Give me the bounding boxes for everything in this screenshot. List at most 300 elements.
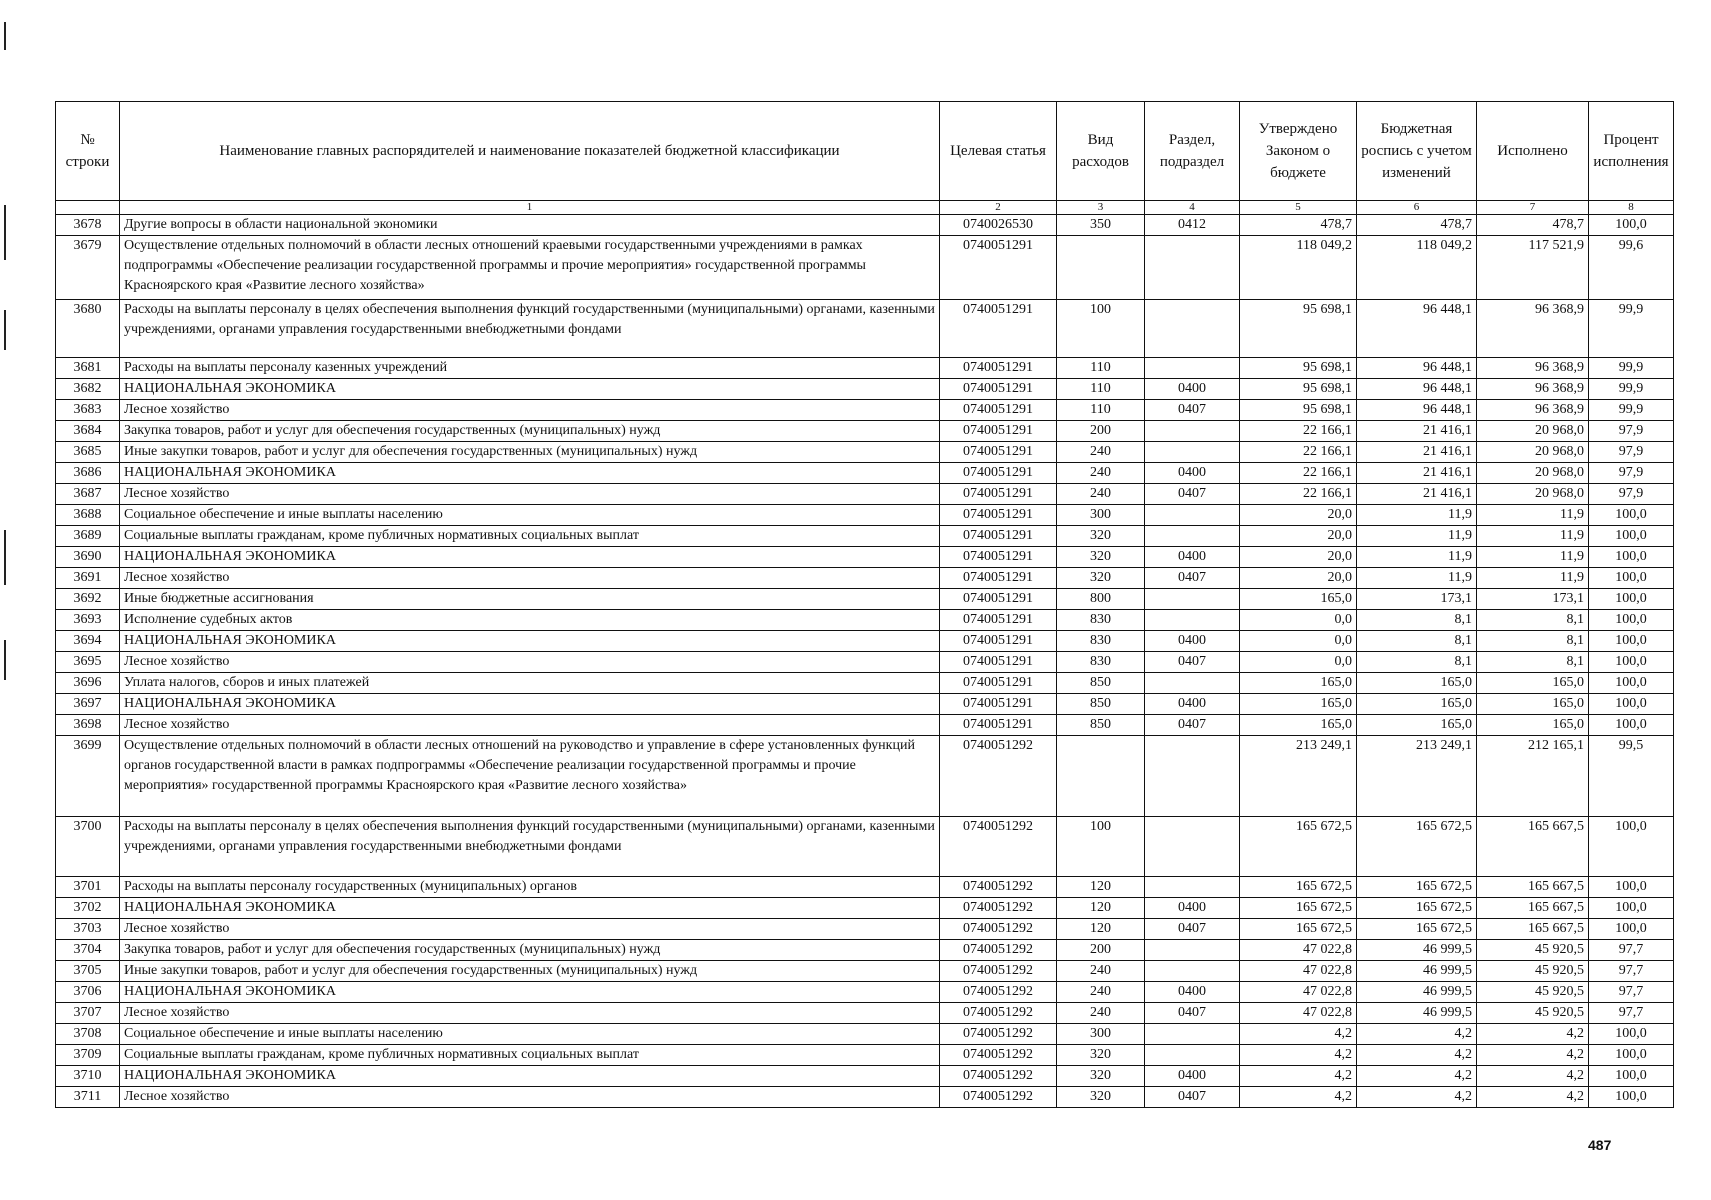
row-expense-type: 100	[1057, 817, 1145, 877]
row-budget-list: 96 448,1	[1357, 379, 1477, 400]
row-executed: 11,9	[1477, 526, 1589, 547]
row-section	[1145, 877, 1240, 898]
row-target-article: 0740051291	[940, 694, 1057, 715]
row-expense-type: 320	[1057, 526, 1145, 547]
row-target-article: 0740051291	[940, 484, 1057, 505]
row-budget-list: 165 672,5	[1357, 817, 1477, 877]
table-row	[56, 463, 1674, 484]
row-approved: 165,0	[1240, 673, 1357, 694]
row-section: 0407	[1145, 400, 1240, 421]
row-section	[1145, 817, 1240, 877]
row-target-article: 0740051291	[940, 673, 1057, 694]
row-expense-type: 120	[1057, 898, 1145, 919]
row-executed: 11,9	[1477, 568, 1589, 589]
row-section: 0407	[1145, 1003, 1240, 1024]
row-executed: 96 368,9	[1477, 358, 1589, 379]
table-row	[56, 484, 1674, 505]
table-row	[56, 505, 1674, 526]
row-section: 0400	[1145, 379, 1240, 400]
row-executed: 8,1	[1477, 652, 1589, 673]
table-row	[56, 236, 1674, 300]
row-expense-type: 320	[1057, 1066, 1145, 1087]
row-section	[1145, 961, 1240, 982]
row-number: 3688	[56, 505, 120, 526]
row-section	[1145, 940, 1240, 961]
row-executed: 45 920,5	[1477, 1003, 1589, 1024]
row-expense-type: 320	[1057, 1045, 1145, 1066]
row-section: 0400	[1145, 463, 1240, 484]
scan-edge-mark	[4, 530, 6, 585]
row-executed: 165 667,5	[1477, 817, 1589, 877]
row-approved: 118 049,2	[1240, 236, 1357, 300]
row-number: 3706	[56, 982, 120, 1003]
table-row	[56, 982, 1674, 1003]
header-approved: Утверждено Законом о бюджете	[1240, 102, 1357, 201]
row-budget-list: 46 999,5	[1357, 1003, 1477, 1024]
row-section: 0412	[1145, 215, 1240, 236]
row-name: Закупка товаров, работ и услуг для обеспечения государственных (муниципальных) нужд	[120, 940, 940, 961]
row-section: 0400	[1145, 631, 1240, 652]
row-section: 0400	[1145, 1066, 1240, 1087]
row-expense-type: 300	[1057, 1024, 1145, 1045]
table-header-row	[56, 102, 1674, 201]
row-executed: 96 368,9	[1477, 300, 1589, 358]
row-section	[1145, 1024, 1240, 1045]
table-row	[56, 589, 1674, 610]
header-executed: Исполнено	[1477, 102, 1589, 201]
row-budget-list: 11,9	[1357, 526, 1477, 547]
row-name: Осуществление отдельных полномочий в области лесных отношений на руководство и управление в сфере установленных функций органов государственной власти в рамках подпрограммы «Обеспечение реализации государственной программы и прочие мероприятия» государственной программы Красноярского края «Развитие лесного хозяйства»	[120, 736, 940, 817]
table-row	[56, 358, 1674, 379]
row-number: 3696	[56, 673, 120, 694]
row-target-article: 0740051291	[940, 463, 1057, 484]
col-number: 7	[1477, 201, 1589, 215]
header-target: Целевая статья	[940, 102, 1057, 201]
row-expense-type: 240	[1057, 484, 1145, 505]
table-row	[56, 379, 1674, 400]
row-section: 0407	[1145, 1087, 1240, 1108]
row-approved: 47 022,8	[1240, 982, 1357, 1003]
row-executed: 165,0	[1477, 715, 1589, 736]
col-number: 6	[1357, 201, 1477, 215]
row-name: Лесное хозяйство	[120, 400, 940, 421]
row-name: Расходы на выплаты персоналу государственных (муниципальных) органов	[120, 877, 940, 898]
row-budget-list: 46 999,5	[1357, 961, 1477, 982]
row-executed: 20 968,0	[1477, 421, 1589, 442]
header-percent: Процент исполнения	[1589, 102, 1674, 201]
row-target-article: 0740051292	[940, 817, 1057, 877]
row-name: Иные бюджетные ассигнования	[120, 589, 940, 610]
row-approved: 0,0	[1240, 631, 1357, 652]
table-row	[56, 817, 1674, 877]
row-percent: 97,7	[1589, 940, 1674, 961]
row-percent: 97,7	[1589, 961, 1674, 982]
row-target-article: 0740051292	[940, 736, 1057, 817]
row-target-article: 0740051292	[940, 1003, 1057, 1024]
header-name: Наименование главных распорядителей и наименование показателей бюджетной классификации	[120, 102, 940, 201]
row-target-article: 0740051292	[940, 898, 1057, 919]
row-budget-list: 96 448,1	[1357, 300, 1477, 358]
col-number: 4	[1145, 201, 1240, 215]
table-row	[56, 1045, 1674, 1066]
col-number: 8	[1589, 201, 1674, 215]
row-percent: 100,0	[1589, 589, 1674, 610]
row-name: Иные закупки товаров, работ и услуг для обеспечения государственных (муниципальных) нужд	[120, 961, 940, 982]
row-percent: 100,0	[1589, 568, 1674, 589]
row-name: Лесное хозяйство	[120, 1087, 940, 1108]
row-executed: 212 165,1	[1477, 736, 1589, 817]
row-approved: 4,2	[1240, 1045, 1357, 1066]
row-section	[1145, 610, 1240, 631]
row-number: 3682	[56, 379, 120, 400]
row-executed: 4,2	[1477, 1087, 1589, 1108]
row-approved: 165 672,5	[1240, 817, 1357, 877]
row-approved: 478,7	[1240, 215, 1357, 236]
row-approved: 20,0	[1240, 547, 1357, 568]
row-executed: 20 968,0	[1477, 484, 1589, 505]
row-expense-type: 200	[1057, 940, 1145, 961]
row-percent: 100,0	[1589, 919, 1674, 940]
row-name: Расходы на выплаты персоналу в целях обеспечения выполнения функций государственными (муниципальными) органами, казенными учреждениями, органами управления государственными внебюджетными фондами	[120, 817, 940, 877]
row-percent: 97,9	[1589, 463, 1674, 484]
row-number: 3687	[56, 484, 120, 505]
row-executed: 165 667,5	[1477, 877, 1589, 898]
table-row	[56, 568, 1674, 589]
row-expense-type: 830	[1057, 652, 1145, 673]
row-name: Лесное хозяйство	[120, 568, 940, 589]
row-percent: 100,0	[1589, 505, 1674, 526]
row-name: Иные закупки товаров, работ и услуг для обеспечения государственных (муниципальных) нужд	[120, 442, 940, 463]
table-row	[56, 421, 1674, 442]
table-row	[56, 877, 1674, 898]
row-target-article: 0740051291	[940, 547, 1057, 568]
row-approved: 22 166,1	[1240, 463, 1357, 484]
row-budget-list: 96 448,1	[1357, 400, 1477, 421]
row-number: 3685	[56, 442, 120, 463]
row-target-article: 0740051291	[940, 505, 1057, 526]
table-row	[56, 610, 1674, 631]
row-target-article: 0740051291	[940, 300, 1057, 358]
row-name: НАЦИОНАЛЬНАЯ ЭКОНОМИКА	[120, 1066, 940, 1087]
table-row	[56, 526, 1674, 547]
row-expense-type: 200	[1057, 421, 1145, 442]
row-section	[1145, 505, 1240, 526]
row-number: 3700	[56, 817, 120, 877]
row-section	[1145, 589, 1240, 610]
row-executed: 165 667,5	[1477, 898, 1589, 919]
budget-table	[55, 101, 1674, 1108]
table-row	[56, 215, 1674, 236]
table-row	[56, 736, 1674, 817]
row-number: 3692	[56, 589, 120, 610]
row-budget-list: 11,9	[1357, 547, 1477, 568]
row-name: НАЦИОНАЛЬНАЯ ЭКОНОМИКА	[120, 547, 940, 568]
scan-edge-mark	[4, 205, 6, 260]
row-target-article: 0740051291	[940, 631, 1057, 652]
row-number: 3710	[56, 1066, 120, 1087]
row-expense-type: 120	[1057, 919, 1145, 940]
row-budget-list: 96 448,1	[1357, 358, 1477, 379]
row-target-article: 0740051292	[940, 1066, 1057, 1087]
row-percent: 100,0	[1589, 526, 1674, 547]
row-number: 3698	[56, 715, 120, 736]
row-approved: 165,0	[1240, 694, 1357, 715]
row-approved: 22 166,1	[1240, 484, 1357, 505]
row-target-article: 0740051292	[940, 877, 1057, 898]
row-executed: 45 920,5	[1477, 982, 1589, 1003]
row-percent: 99,9	[1589, 358, 1674, 379]
row-budget-list: 118 049,2	[1357, 236, 1477, 300]
row-section	[1145, 442, 1240, 463]
row-number: 3690	[56, 547, 120, 568]
row-expense-type: 850	[1057, 673, 1145, 694]
row-section: 0407	[1145, 484, 1240, 505]
row-approved: 4,2	[1240, 1066, 1357, 1087]
table-body	[56, 215, 1674, 1108]
row-percent: 100,0	[1589, 547, 1674, 568]
row-number: 3691	[56, 568, 120, 589]
row-target-article: 0740051291	[940, 715, 1057, 736]
row-number: 3701	[56, 877, 120, 898]
page-number: 487	[1588, 1137, 1612, 1153]
row-expense-type: 240	[1057, 982, 1145, 1003]
table-row	[56, 547, 1674, 568]
table-row	[56, 1003, 1674, 1024]
row-executed: 165,0	[1477, 673, 1589, 694]
row-name: Лесное хозяйство	[120, 1003, 940, 1024]
row-percent: 100,0	[1589, 631, 1674, 652]
row-executed: 117 521,9	[1477, 236, 1589, 300]
row-percent: 97,9	[1589, 484, 1674, 505]
row-number: 3709	[56, 1045, 120, 1066]
table-row	[56, 898, 1674, 919]
row-number: 3705	[56, 961, 120, 982]
table-row	[56, 652, 1674, 673]
row-approved: 47 022,8	[1240, 961, 1357, 982]
col-number	[56, 201, 120, 215]
col-number: 5	[1240, 201, 1357, 215]
row-budget-list: 173,1	[1357, 589, 1477, 610]
row-executed: 478,7	[1477, 215, 1589, 236]
row-target-article: 0740051292	[940, 1087, 1057, 1108]
row-approved: 47 022,8	[1240, 1003, 1357, 1024]
row-percent: 100,0	[1589, 673, 1674, 694]
table-row	[56, 631, 1674, 652]
row-executed: 11,9	[1477, 547, 1589, 568]
row-executed: 8,1	[1477, 610, 1589, 631]
row-percent: 100,0	[1589, 694, 1674, 715]
row-name: НАЦИОНАЛЬНАЯ ЭКОНОМИКА	[120, 694, 940, 715]
row-expense-type: 110	[1057, 379, 1145, 400]
col-number: 3	[1057, 201, 1145, 215]
row-approved: 165 672,5	[1240, 877, 1357, 898]
row-name: НАЦИОНАЛЬНАЯ ЭКОНОМИКА	[120, 898, 940, 919]
table-row	[56, 673, 1674, 694]
row-budget-list: 213 249,1	[1357, 736, 1477, 817]
row-name: Закупка товаров, работ и услуг для обеспечения государственных (муниципальных) нужд	[120, 421, 940, 442]
table-row	[56, 1024, 1674, 1045]
row-approved: 95 698,1	[1240, 379, 1357, 400]
row-budget-list: 8,1	[1357, 652, 1477, 673]
row-budget-list: 165,0	[1357, 673, 1477, 694]
row-budget-list: 46 999,5	[1357, 982, 1477, 1003]
row-target-article: 0740051291	[940, 526, 1057, 547]
row-section: 0407	[1145, 715, 1240, 736]
row-approved: 22 166,1	[1240, 421, 1357, 442]
row-approved: 4,2	[1240, 1024, 1357, 1045]
row-target-article: 0740051291	[940, 589, 1057, 610]
row-section: 0407	[1145, 652, 1240, 673]
row-budget-list: 8,1	[1357, 631, 1477, 652]
row-executed: 4,2	[1477, 1045, 1589, 1066]
column-number-row	[56, 201, 1674, 215]
row-name: НАЦИОНАЛЬНАЯ ЭКОНОМИКА	[120, 982, 940, 1003]
row-section: 0400	[1145, 547, 1240, 568]
row-number: 3704	[56, 940, 120, 961]
row-expense-type: 830	[1057, 631, 1145, 652]
row-number: 3683	[56, 400, 120, 421]
row-number: 3680	[56, 300, 120, 358]
header-budget-list: Бюджетная роспись с учетом изменений	[1357, 102, 1477, 201]
row-name: Социальное обеспечение и иные выплаты населению	[120, 1024, 940, 1045]
row-expense-type: 850	[1057, 694, 1145, 715]
row-budget-list: 11,9	[1357, 568, 1477, 589]
row-expense-type: 830	[1057, 610, 1145, 631]
row-section	[1145, 421, 1240, 442]
row-target-article: 0740051291	[940, 379, 1057, 400]
row-percent: 97,7	[1589, 982, 1674, 1003]
row-executed: 173,1	[1477, 589, 1589, 610]
row-expense-type: 800	[1057, 589, 1145, 610]
row-name: НАЦИОНАЛЬНАЯ ЭКОНОМИКА	[120, 379, 940, 400]
row-number: 3702	[56, 898, 120, 919]
table-row	[56, 400, 1674, 421]
row-name: Социальное обеспечение и иные выплаты населению	[120, 505, 940, 526]
row-number: 3679	[56, 236, 120, 300]
scan-edge-mark	[4, 310, 6, 350]
row-number: 3689	[56, 526, 120, 547]
row-executed: 4,2	[1477, 1024, 1589, 1045]
row-approved: 95 698,1	[1240, 300, 1357, 358]
row-approved: 20,0	[1240, 526, 1357, 547]
col-number: 2	[940, 201, 1057, 215]
header-expense-type: Вид расходов	[1057, 102, 1145, 201]
row-budget-list: 4,2	[1357, 1045, 1477, 1066]
row-budget-list: 165,0	[1357, 694, 1477, 715]
row-number: 3707	[56, 1003, 120, 1024]
table-row	[56, 694, 1674, 715]
row-section	[1145, 1045, 1240, 1066]
row-expense-type: 100	[1057, 300, 1145, 358]
row-number: 3686	[56, 463, 120, 484]
row-target-article: 0740026530	[940, 215, 1057, 236]
row-percent: 97,9	[1589, 442, 1674, 463]
row-name: Расходы на выплаты персоналу в целях обеспечения выполнения функций государственными (муниципальными) органами, казенными учреждениями, органами управления государственными внебюджетными фондами	[120, 300, 940, 358]
row-approved: 20,0	[1240, 505, 1357, 526]
row-budget-list: 165,0	[1357, 715, 1477, 736]
row-section	[1145, 300, 1240, 358]
row-approved: 213 249,1	[1240, 736, 1357, 817]
row-number: 3678	[56, 215, 120, 236]
row-target-article: 0740051291	[940, 652, 1057, 673]
row-executed: 8,1	[1477, 631, 1589, 652]
row-expense-type: 300	[1057, 505, 1145, 526]
row-percent: 99,5	[1589, 736, 1674, 817]
row-target-article: 0740051292	[940, 1045, 1057, 1066]
row-approved: 0,0	[1240, 652, 1357, 673]
row-name: Лесное хозяйство	[120, 652, 940, 673]
row-percent: 99,9	[1589, 300, 1674, 358]
row-expense-type: 120	[1057, 877, 1145, 898]
row-name: Лесное хозяйство	[120, 715, 940, 736]
row-percent: 100,0	[1589, 898, 1674, 919]
row-name: Социальные выплаты гражданам, кроме публичных нормативных социальных выплат	[120, 526, 940, 547]
row-target-article: 0740051292	[940, 940, 1057, 961]
row-percent: 100,0	[1589, 1066, 1674, 1087]
row-target-article: 0740051291	[940, 610, 1057, 631]
row-approved: 165 672,5	[1240, 919, 1357, 940]
row-budget-list: 4,2	[1357, 1024, 1477, 1045]
row-name: Уплата налогов, сборов и иных платежей	[120, 673, 940, 694]
row-section	[1145, 236, 1240, 300]
row-expense-type: 240	[1057, 961, 1145, 982]
row-executed: 45 920,5	[1477, 940, 1589, 961]
row-target-article: 0740051291	[940, 442, 1057, 463]
row-name: НАЦИОНАЛЬНАЯ ЭКОНОМИКА	[120, 631, 940, 652]
row-approved: 165,0	[1240, 589, 1357, 610]
row-section: 0400	[1145, 694, 1240, 715]
row-budget-list: 478,7	[1357, 215, 1477, 236]
row-number: 3703	[56, 919, 120, 940]
table-row	[56, 442, 1674, 463]
row-executed: 96 368,9	[1477, 379, 1589, 400]
row-percent: 99,9	[1589, 400, 1674, 421]
row-number: 3697	[56, 694, 120, 715]
row-percent: 99,6	[1589, 236, 1674, 300]
row-section	[1145, 526, 1240, 547]
col-number: 1	[120, 201, 940, 215]
row-target-article: 0740051291	[940, 421, 1057, 442]
row-budget-list: 21 416,1	[1357, 463, 1477, 484]
row-target-article: 0740051292	[940, 919, 1057, 940]
row-target-article: 0740051291	[940, 568, 1057, 589]
row-approved: 165,0	[1240, 715, 1357, 736]
table-row	[56, 715, 1674, 736]
row-name: Исполнение судебных актов	[120, 610, 940, 631]
row-section: 0400	[1145, 898, 1240, 919]
row-executed: 20 968,0	[1477, 442, 1589, 463]
table-row	[56, 1087, 1674, 1108]
row-percent: 97,9	[1589, 421, 1674, 442]
row-executed: 165 667,5	[1477, 919, 1589, 940]
row-percent: 100,0	[1589, 1024, 1674, 1045]
row-percent: 100,0	[1589, 1087, 1674, 1108]
row-number: 3695	[56, 652, 120, 673]
row-executed: 96 368,9	[1477, 400, 1589, 421]
row-executed: 11,9	[1477, 505, 1589, 526]
row-name: Лесное хозяйство	[120, 919, 940, 940]
row-section	[1145, 736, 1240, 817]
row-budget-list: 4,2	[1357, 1087, 1477, 1108]
row-name: Осуществление отдельных полномочий в области лесных отношений краевыми государственными учреждениями в рамках подпрограммы «Обеспечение реализации государственной программы и прочие мероприятия» государственной программы Красноярского края «Развитие лесного хозяйства»	[120, 236, 940, 300]
row-section: 0407	[1145, 919, 1240, 940]
row-target-article: 0740051292	[940, 961, 1057, 982]
row-budget-list: 21 416,1	[1357, 484, 1477, 505]
row-executed: 45 920,5	[1477, 961, 1589, 982]
row-percent: 100,0	[1589, 715, 1674, 736]
row-budget-list: 165 672,5	[1357, 919, 1477, 940]
row-expense-type	[1057, 236, 1145, 300]
